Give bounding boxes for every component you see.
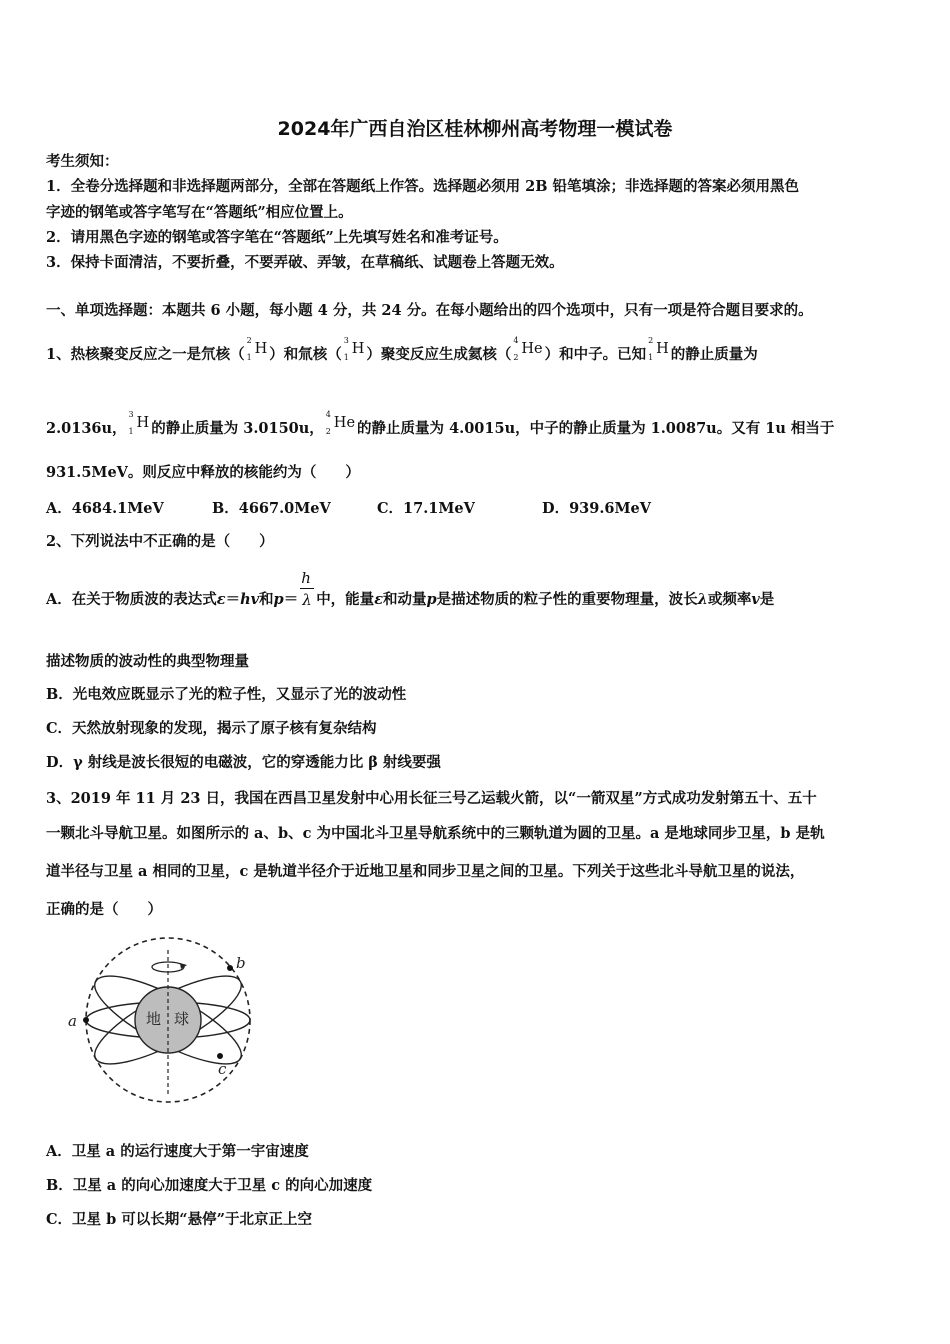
- q2-option-a-cont: 描述物质的波动性的典型物理量: [46, 653, 249, 670]
- notice-heading: 考生须知：: [46, 153, 119, 170]
- satellite-a: [83, 1017, 89, 1023]
- satellite-c: [217, 1053, 223, 1059]
- q1-stem-line2: 2.0136u， 3 1 H 的静止质量为 3.0150u， 4 2 He 的静止质量为 4.0015u，中子的静止质量为 1.0087u。又有 1u 相当于: [46, 410, 835, 437]
- earth-label-left: 地: [146, 1010, 162, 1028]
- q1-stem-line1: 1、热核聚变反应之一是氘核（ 2 1 H ）和氚核（ 3 1 H ）聚变反应生成氦核（ 4 2 He ）和中子。已知 2 1 H 的静止质量为: [46, 336, 758, 363]
- q2-option-a[interactable]: A．在关于物质波的表达式ε＝hv和p＝ $\frac{h}{\lambda}$ 中，能量ε和动量p是描述物质的粒子性的重要物理量，波长λ或频率v是: [46, 569, 775, 609]
- nuclide-h2-ref: 2 1 H: [648, 336, 669, 362]
- earth-label-right: 球: [174, 1010, 190, 1028]
- notice-item-2: 2．请用黑色字迹的钢笔或答字笔在“答题纸”上先填写姓名和准考证号。: [46, 229, 508, 246]
- q3-stem-line4: 正确的是（ ）: [46, 901, 162, 918]
- page-title: 2024年广西自治区桂林柳州高考物理一模试卷: [277, 118, 673, 140]
- q3-option-a[interactable]: A．卫星 a 的运行速度大于第一宇宙速度: [46, 1143, 309, 1160]
- q2-stem: 2、下列说法中不正确的是（ ）: [46, 533, 274, 550]
- nuclide-he4: 4 2 He: [513, 336, 543, 362]
- satellite-b-label: b: [236, 954, 246, 972]
- nuclide-he4-ref: 4 2 He: [325, 410, 356, 436]
- notice-item-1b: 字迹的钢笔或答字笔写在“答题纸”相应位置上。: [46, 204, 353, 221]
- satellite-a-label: a: [68, 1012, 77, 1030]
- h-over-lambda-fraction: $\frac{h}{\lambda}$: [300, 590, 314, 610]
- section-heading: 一、单项选择题：本题共 6 小题，每小题 4 分，共 24 分。在每小题给出的四个选项中，只有一项是符合题目要求的。: [46, 302, 813, 319]
- satellite-c-label: c: [218, 1060, 227, 1078]
- q2-option-c[interactable]: C．天然放射现象的发现，揭示了原子核有复杂结构: [46, 720, 377, 737]
- nuclide-h2: 2 1 H: [246, 336, 268, 362]
- q1-option-b[interactable]: B．4667.0MeV: [212, 500, 331, 517]
- q3-stem-line3: 道半径与卫星 a 相同的卫星，c 是轨道半径介于近地卫星和同步卫星之间的卫星。下列关于这些北斗导航卫星的说法，: [46, 863, 805, 880]
- q2-option-d[interactable]: D．γ 射线是波长很短的电磁波，它的穿透能力比 β 射线要强: [46, 754, 441, 771]
- q1-stem-line3: 931.5MeV。则反应中释放的核能约为（ ）: [46, 464, 360, 481]
- nuclide-h3-ref: 3 1 H: [128, 410, 150, 436]
- satellite-b: [227, 965, 233, 971]
- q3-option-c[interactable]: C．卫星 b 可以长期“悬停”于北京正上空: [46, 1211, 312, 1228]
- q1-option-d[interactable]: D．939.6MeV: [542, 500, 652, 517]
- notice-item-3: 3．保持卡面清洁，不要折叠，不要弄破、弄皱，在草稿纸、试题卷上答题无效。: [46, 254, 564, 271]
- q3-stem-line2: 一颗北斗导航卫星。如图所示的 a、b、c 为中国北斗卫星导航系统中的三颗轨道为圆的卫星。a 是地球同步卫星，b 是轨: [46, 825, 825, 842]
- nuclide-h3: 3 1 H: [343, 336, 365, 362]
- q3-stem-line1: 3、2019 年 11 月 23 日，我国在西昌卫星发射中心用长征三号乙运载火箭，以“一箭双星”方式成功发射第五十、五十: [46, 790, 817, 807]
- q1-option-c[interactable]: C．17.1MeV: [377, 500, 475, 517]
- notice-item-1a: 1．全卷分选择题和非选择题两部分，全部在答题纸上作答。选择题必须用 2B 铅笔填涂；非选择题的答案必须用黑色: [46, 178, 800, 195]
- satellite-orbits-figure: [62, 932, 262, 1110]
- q3-option-b[interactable]: B．卫星 a 的向心加速度大于卫星 c 的向心加速度: [46, 1177, 373, 1194]
- q2-option-b[interactable]: B．光电效应既显示了光的粒子性，又显示了光的波动性: [46, 686, 407, 703]
- q1-option-a[interactable]: A．4684.1MeV: [46, 500, 164, 517]
